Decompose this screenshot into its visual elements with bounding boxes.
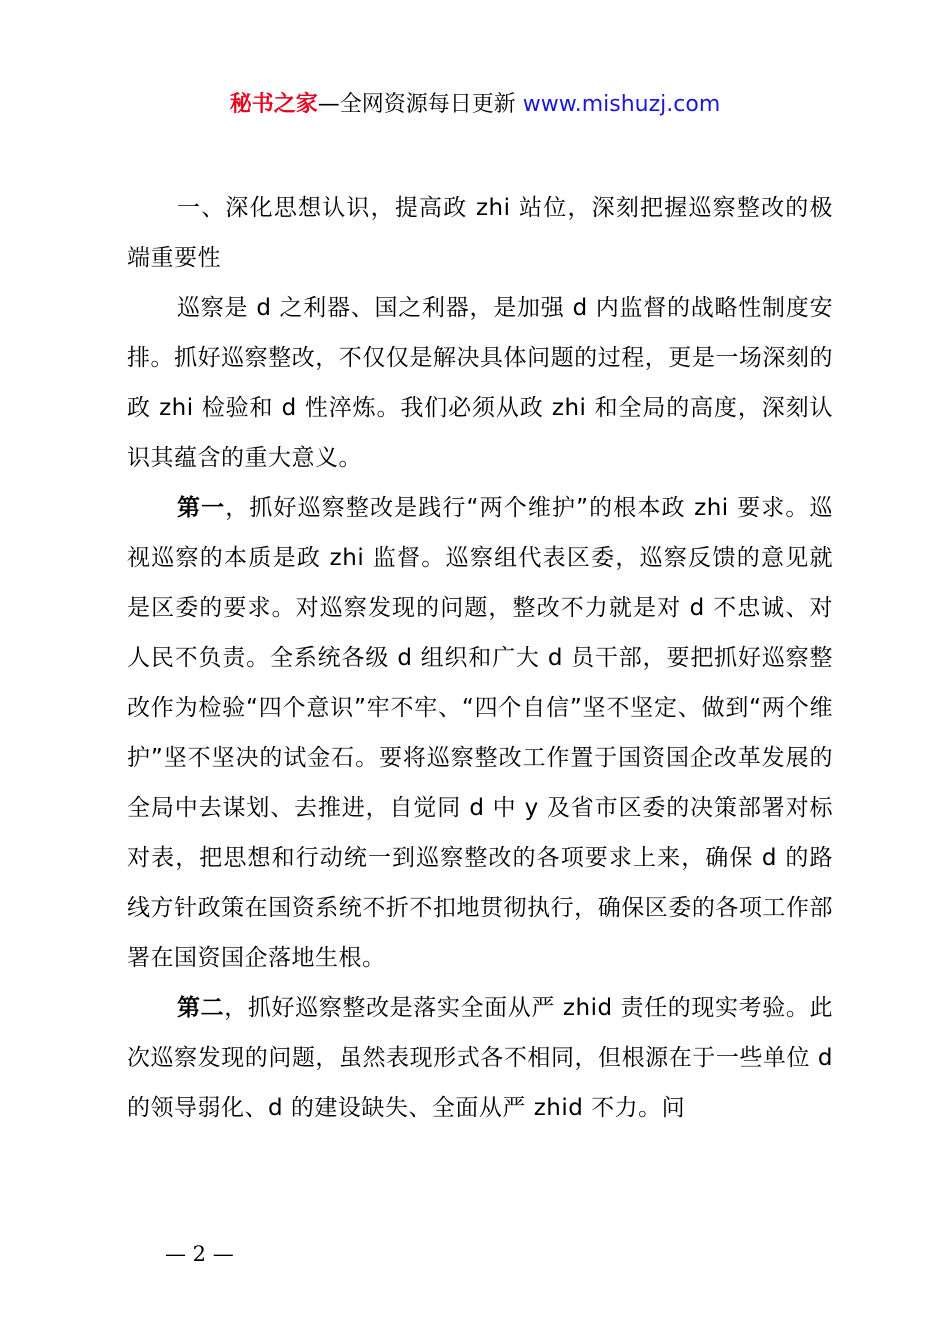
intro-paragraph: 巡察是 d 之利器、国之利器，是加强 d 内监督的战略性制度安排。抓好巡察整改，不仅仅是解决具体问题的过程，更是一场深刻的政 zhi 检验和 d 性淬炼。我们必须从政 zhi 和全局的高度，深刻认识其蕴含的重大意义。	[127, 295, 833, 471]
site-header	[0, 88, 950, 122]
site-url-link[interactable]: www.mishuzj.com	[522, 92, 721, 117]
paragraph-point-2	[127, 983, 833, 1133]
paragraph-point-1	[127, 483, 833, 983]
point-1-lead: 第一	[177, 495, 226, 521]
header-tagline: —全网资源每日更新	[317, 92, 516, 117]
point-1-text: ，抓好巡察整改是践行“两个维护”的根本政 zhi 要求。巡视巡察的本质是政 zhi 监督。巡察组代表区委，巡察反馈的意见就是区委的要求。对巡察发现的问题，整改不力就是对 d 不忠诚、对人民不负责。全系统各级 d 组织和广大 d 员干部，要把抓好巡察整改作为检验“四个意识”牢不牢、“四个自信”坚不坚定、做到“两个维护”坚不坚决的试金石。要将巡察整改工作置于国资国企改革发展的全局中去谋划、去推进，自觉同 d 中 y 及省市区委的决策部署对标对表，把思想和行动统一到巡察整改的各项要求上来，确保 d 的路线方针政策在国资系统不折不扣地贯彻执行，确保区委的各项工作部署在国资国企落地生根。	[127, 495, 833, 971]
document-body	[127, 183, 833, 1133]
page-number: — 2 —	[165, 1242, 234, 1266]
brand-name: 秘书之家	[229, 92, 318, 117]
section-heading: 一、深化思想认识，提高政 zhi 站位，深刻把握巡察整改的极端重要性	[127, 195, 833, 271]
point-2-lead: 第二	[177, 995, 225, 1021]
point-2-text: ，抓好巡察整改是落实全面从严 zhid 责任的现实考验。此次巡察发现的问题，虽然表现形式各不相同，但根源在于一些单位 d 的领导弱化、d 的建设缺失、全面从严 zhid 不力。问	[127, 995, 833, 1121]
